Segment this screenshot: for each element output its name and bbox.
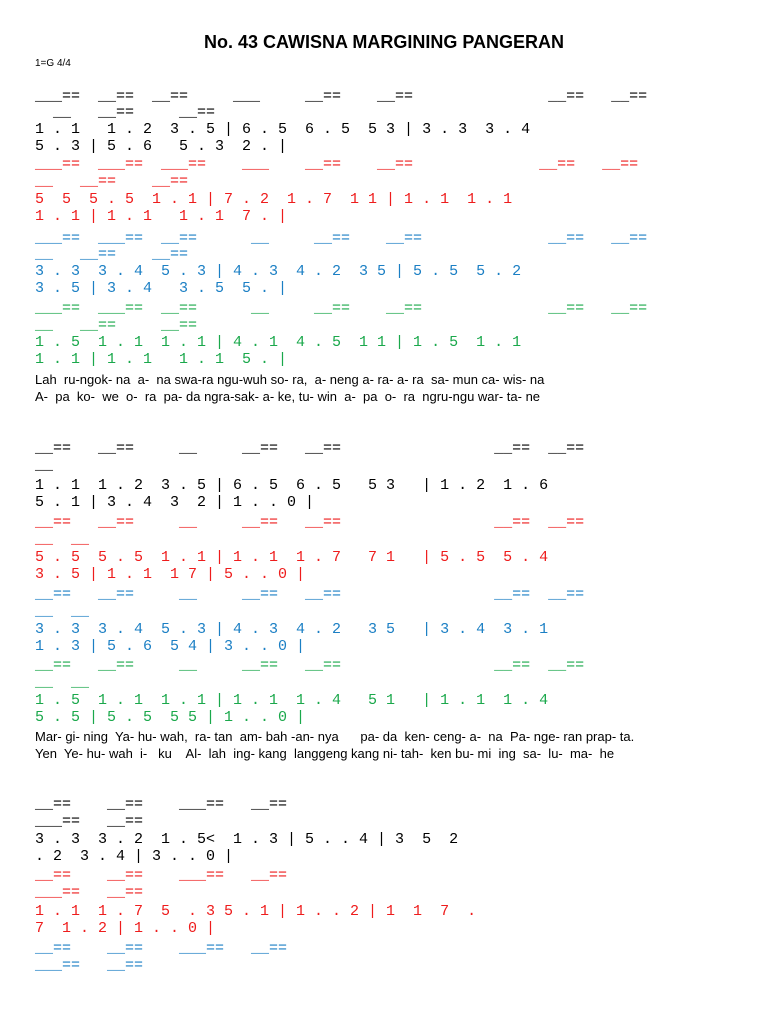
lyric-line: A- pa ko- we o- ra pa- da ngra-sak- a- ke, tu- win a- pa o- ra ngru-ngu war- ta- ne bbox=[35, 389, 541, 404]
notation-line: __== __== __ __== __== __== __== bbox=[35, 586, 585, 603]
lyric-line: Lah ru-ngok- na a- na swa-ra ngu-wuh so- ra, a- neng a- ra- a- ra sa- mun ca- wis- na bbox=[35, 372, 545, 387]
notation-line: 5 . 3 | 5 . 6 5 . 3 2 . | bbox=[35, 138, 288, 155]
key-signature: 1=G 4/4 bbox=[35, 58, 71, 69]
notation-line: ___== ___== ___== ___ __== __== __== __== bbox=[35, 156, 639, 173]
notation-line: 3 . 3 3 . 4 5 . 3 | 4 . 3 4 . 2 3 5 | 3 . 4 3 . 1 bbox=[35, 621, 549, 638]
notation-line: __== __== __ __== __== __== __== bbox=[35, 440, 585, 457]
notation-line: ___== __== __== ___ __== __== __== __== bbox=[35, 88, 648, 105]
notation-line: 1 . 1 | 1 . 1 1 . 1 7 . | bbox=[35, 208, 288, 225]
notation-line: 5 . 5 5 . 5 1 . 1 | 1 . 1 1 . 7 7 1 | 5 . 5 5 . 4 bbox=[35, 549, 549, 566]
notation-line: __== __== __ __== __== __== __== bbox=[35, 514, 585, 531]
notation-line: 3 . 5 | 3 . 4 3 . 5 5 . | bbox=[35, 280, 288, 297]
notation-line: ___== __== bbox=[35, 813, 144, 830]
notation-line: ___== __== bbox=[35, 884, 144, 901]
notation-line: 1 . 1 1 . 2 3 . 5 | 6 . 5 6 . 5 5 3 | 3 . 3 3 . 4 bbox=[35, 121, 531, 138]
notation-line: __ __ bbox=[35, 531, 90, 548]
notation-line: __== __== ___== __== bbox=[35, 940, 288, 957]
notation-line: 1 . 1 | 1 . 1 1 . 1 5 . | bbox=[35, 351, 288, 368]
notation-line: __ __== __== bbox=[35, 246, 189, 263]
notation-line: __ __== __== bbox=[35, 317, 198, 334]
lyric-line: Mar- gi- ning Ya- hu- wah, ra- tan am- bah -an- nya pa- da ken- ceng- a- na Pa- nge- ran prap- ta. bbox=[35, 729, 635, 744]
notation-line: __== __== ___== __== bbox=[35, 867, 288, 884]
notation-line: 3 . 3 3 . 4 5 . 3 | 4 . 3 4 . 2 3 5 | 5 . 5 5 . 2 bbox=[35, 263, 522, 280]
notation-line: ___== ___== __== __ __== __== __== __== bbox=[35, 300, 648, 317]
notation-line: 7 1 . 2 | 1 . . 0 | bbox=[35, 920, 216, 937]
notation-line: . 2 3 . 4 | 3 . . 0 | bbox=[35, 848, 234, 865]
notation-line: __ __== __== bbox=[35, 104, 216, 121]
notation-line: 5 . 5 | 5 . 5 5 5 | 1 . . 0 | bbox=[35, 709, 306, 726]
notation-line: __ __ bbox=[35, 603, 90, 620]
lyric-line: Yen Ye- hu- wah i- ku Al- lah ing- kang langgeng kang ni- tah- ken bu- mi ing sa- lu- ma- he bbox=[35, 746, 615, 761]
notation-line: 3 . 5 | 1 . 1 1 7 | 5 . . 0 | bbox=[35, 566, 306, 583]
notation-line: 1 . 1 1 . 7 5 . 3 5 . 1 | 1 . . 2 | 1 1 7 . bbox=[35, 903, 477, 920]
notation-line: 3 . 3 3 . 2 1 . 5< 1 . 3 | 5 . . 4 | 3 5 2 bbox=[35, 831, 459, 848]
notation-line: 5 5 5 . 5 1 . 1 | 7 . 2 1 . 7 1 1 | 1 . 1 1 . 1 bbox=[35, 191, 513, 208]
notation-line: ___== __== bbox=[35, 957, 144, 974]
notation-line: ___== ___== __== __ __== __== __== __== bbox=[35, 230, 648, 247]
notation-line: 1 . 5 1 . 1 1 . 1 | 4 . 1 4 . 5 1 1 | 1 . 5 1 . 1 bbox=[35, 334, 522, 351]
notation-line: 5 . 1 | 3 . 4 3 2 | 1 . . 0 | bbox=[35, 494, 315, 511]
notation-line: __ __ bbox=[35, 674, 90, 691]
notation-line: __== __== ___== __== bbox=[35, 796, 288, 813]
notation-line: __ __== __== bbox=[35, 173, 189, 190]
notation-line: 1 . 3 | 5 . 6 5 4 | 3 . . 0 | bbox=[35, 638, 306, 655]
notation-line: __ bbox=[35, 457, 54, 474]
notation-line: 1 . 1 1 . 2 3 . 5 | 6 . 5 6 . 5 5 3 | 1 . 2 1 . 6 bbox=[35, 477, 549, 494]
song-title: No. 43 CAWISNA MARGINING PANGERAN bbox=[203, 32, 565, 52]
notation-line: 1 . 5 1 . 1 1 . 1 | 1 . 1 1 . 4 5 1 | 1 . 1 1 . 4 bbox=[35, 692, 549, 709]
notation-line: __== __== __ __== __== __== __== bbox=[35, 657, 585, 674]
